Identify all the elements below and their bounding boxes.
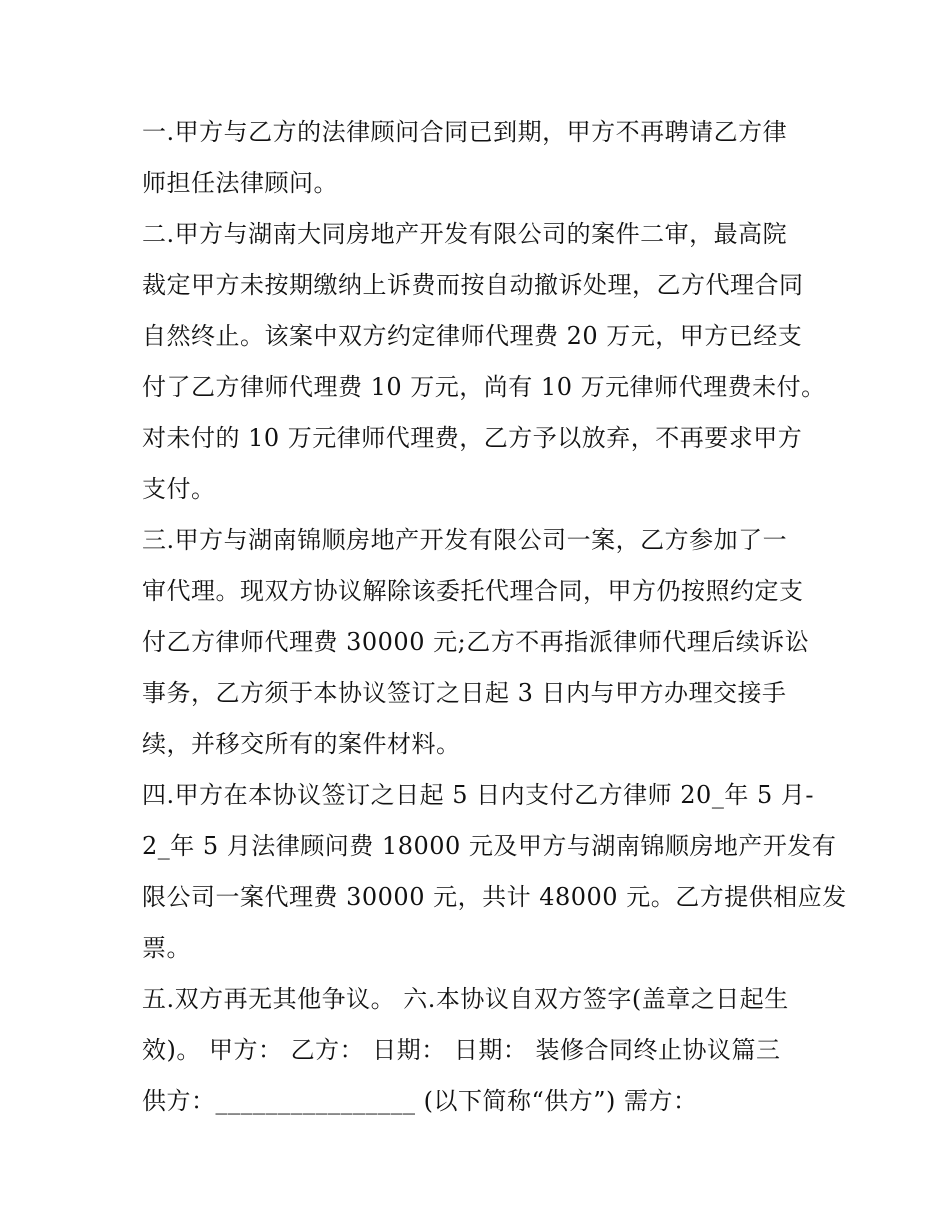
clause-5-6-signature	[142, 974, 822, 1127]
text-line: 付了乙方律师代理费 10 万元，尚有 10 万元律师代理费未付。	[142, 373, 826, 401]
clause-4	[142, 770, 847, 974]
text-line: 限公司一案代理费 30000 元，共计 48000 元。乙方提供相应发	[142, 883, 847, 911]
clause-2	[142, 209, 826, 515]
text-line: 五.双方再无其他争议。 六.本协议自双方签字(盖章之日起生	[142, 985, 789, 1013]
text-line: 续，并移交所有的案件材料。	[142, 730, 461, 758]
clause-3	[142, 515, 822, 770]
text-line: 审代理。现双方协议解除该委托代理合同，甲方仍按照约定支	[142, 577, 804, 605]
text-line: 支付。	[142, 475, 216, 503]
text-line: 三.甲方与湖南锦顺房地产开发有限公司一案，乙方参加了一	[142, 526, 788, 554]
text-line: 效)。 甲方： 乙方： 日期： 日期： 装修合同终止协议篇三	[142, 1036, 781, 1064]
text-line: 供方：________________ (以下简称“供方”) 需方：	[142, 1087, 698, 1115]
clause-1	[142, 107, 822, 209]
text-line: 对未付的 10 万元律师代理费，乙方予以放弃，不再要求甲方	[142, 424, 803, 452]
text-line: 二.甲方与湖南大同房地产开发有限公司的案件二审，最高院	[142, 220, 788, 248]
text-line: 票。	[142, 934, 191, 962]
document-body	[142, 107, 847, 1127]
text-line: 付乙方律师代理费 30000 元;乙方不再指派律师代理后续诉讼	[142, 628, 810, 656]
text-line: 事务，乙方须于本协议签订之日起 3 日内与甲方办理交接手	[142, 679, 787, 707]
text-line: 裁定甲方未按期缴纳上诉费而按自动撤诉处理，乙方代理合同	[142, 271, 804, 299]
text-line: 四.甲方在本协议签订之日起 5 日内支付乙方律师 20_年 5 月-	[142, 781, 814, 809]
text-line: 自然终止。该案中双方约定律师代理费 20 万元，甲方已经支	[142, 322, 803, 350]
text-line: 2_年 5 月法律顾问费 18000 元及甲方与湖南锦顺房地产开发有	[142, 832, 837, 860]
text-line: 师担任法律顾问。	[142, 169, 338, 197]
text-line: 一.甲方与乙方的法律顾问合同已到期，甲方不再聘请乙方律	[142, 118, 788, 146]
